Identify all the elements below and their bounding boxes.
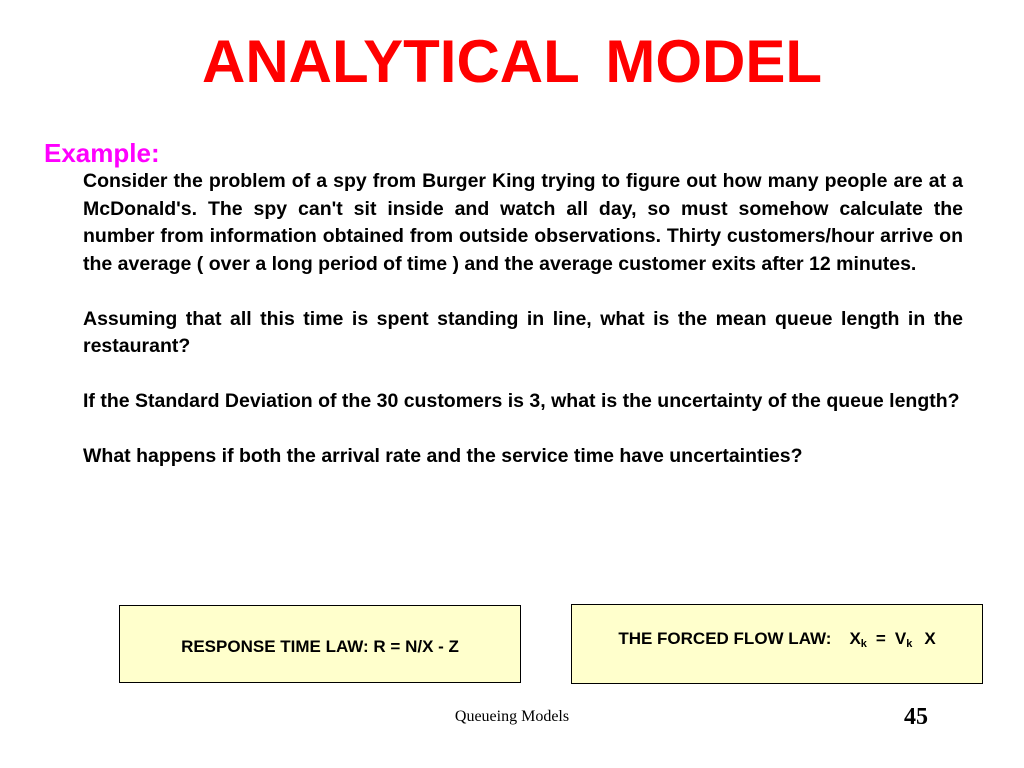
forced-flow-law-box: [571, 604, 983, 684]
forced-flow-rhs: X: [924, 629, 936, 648]
forced-flow-law-label: THE FORCED FLOW LAW:: [618, 629, 832, 648]
forced-flow-x-sub: k: [860, 638, 867, 650]
paragraph-question-uncertainty: If the Standard Deviation of the 30 customers is 3, what is the uncertainty of the queue length?: [83, 390, 960, 412]
paragraph-question-queue-length: Assuming that all this time is spent standing in line, what is the mean queue length in the restaurant?: [83, 307, 963, 357]
example-body: [83, 168, 963, 498]
response-time-law-text: RESPONSE TIME LAW: R = N/X - Z: [181, 637, 459, 656]
slide-title: ANALYTICAL MODEL: [201, 28, 823, 95]
response-time-law-box: [119, 605, 521, 683]
page-number: 45: [904, 704, 928, 730]
forced-flow-equals: =: [875, 629, 886, 648]
forced-flow-v-sub: k: [906, 638, 913, 650]
forced-flow-x-var: X: [849, 629, 861, 648]
paragraph-question-both-uncertain: What happens if both the arrival rate and the service time have uncertainties?: [83, 445, 803, 467]
footer-title: Queueing Models: [454, 708, 570, 725]
paragraph-problem: Consider the problem of a spy from Burger King trying to figure out how many people are at a McDonald's. The spy can't sit inside and watch all day, so must somehow calculate the number from information obtained from outside observations. Thirty customers/hour arrive on the average ( over a long period of time ) and the average customer exits after 12 minutes.: [83, 170, 963, 275]
forced-flow-v-var: V: [894, 629, 907, 648]
example-label: Example:: [44, 138, 160, 168]
